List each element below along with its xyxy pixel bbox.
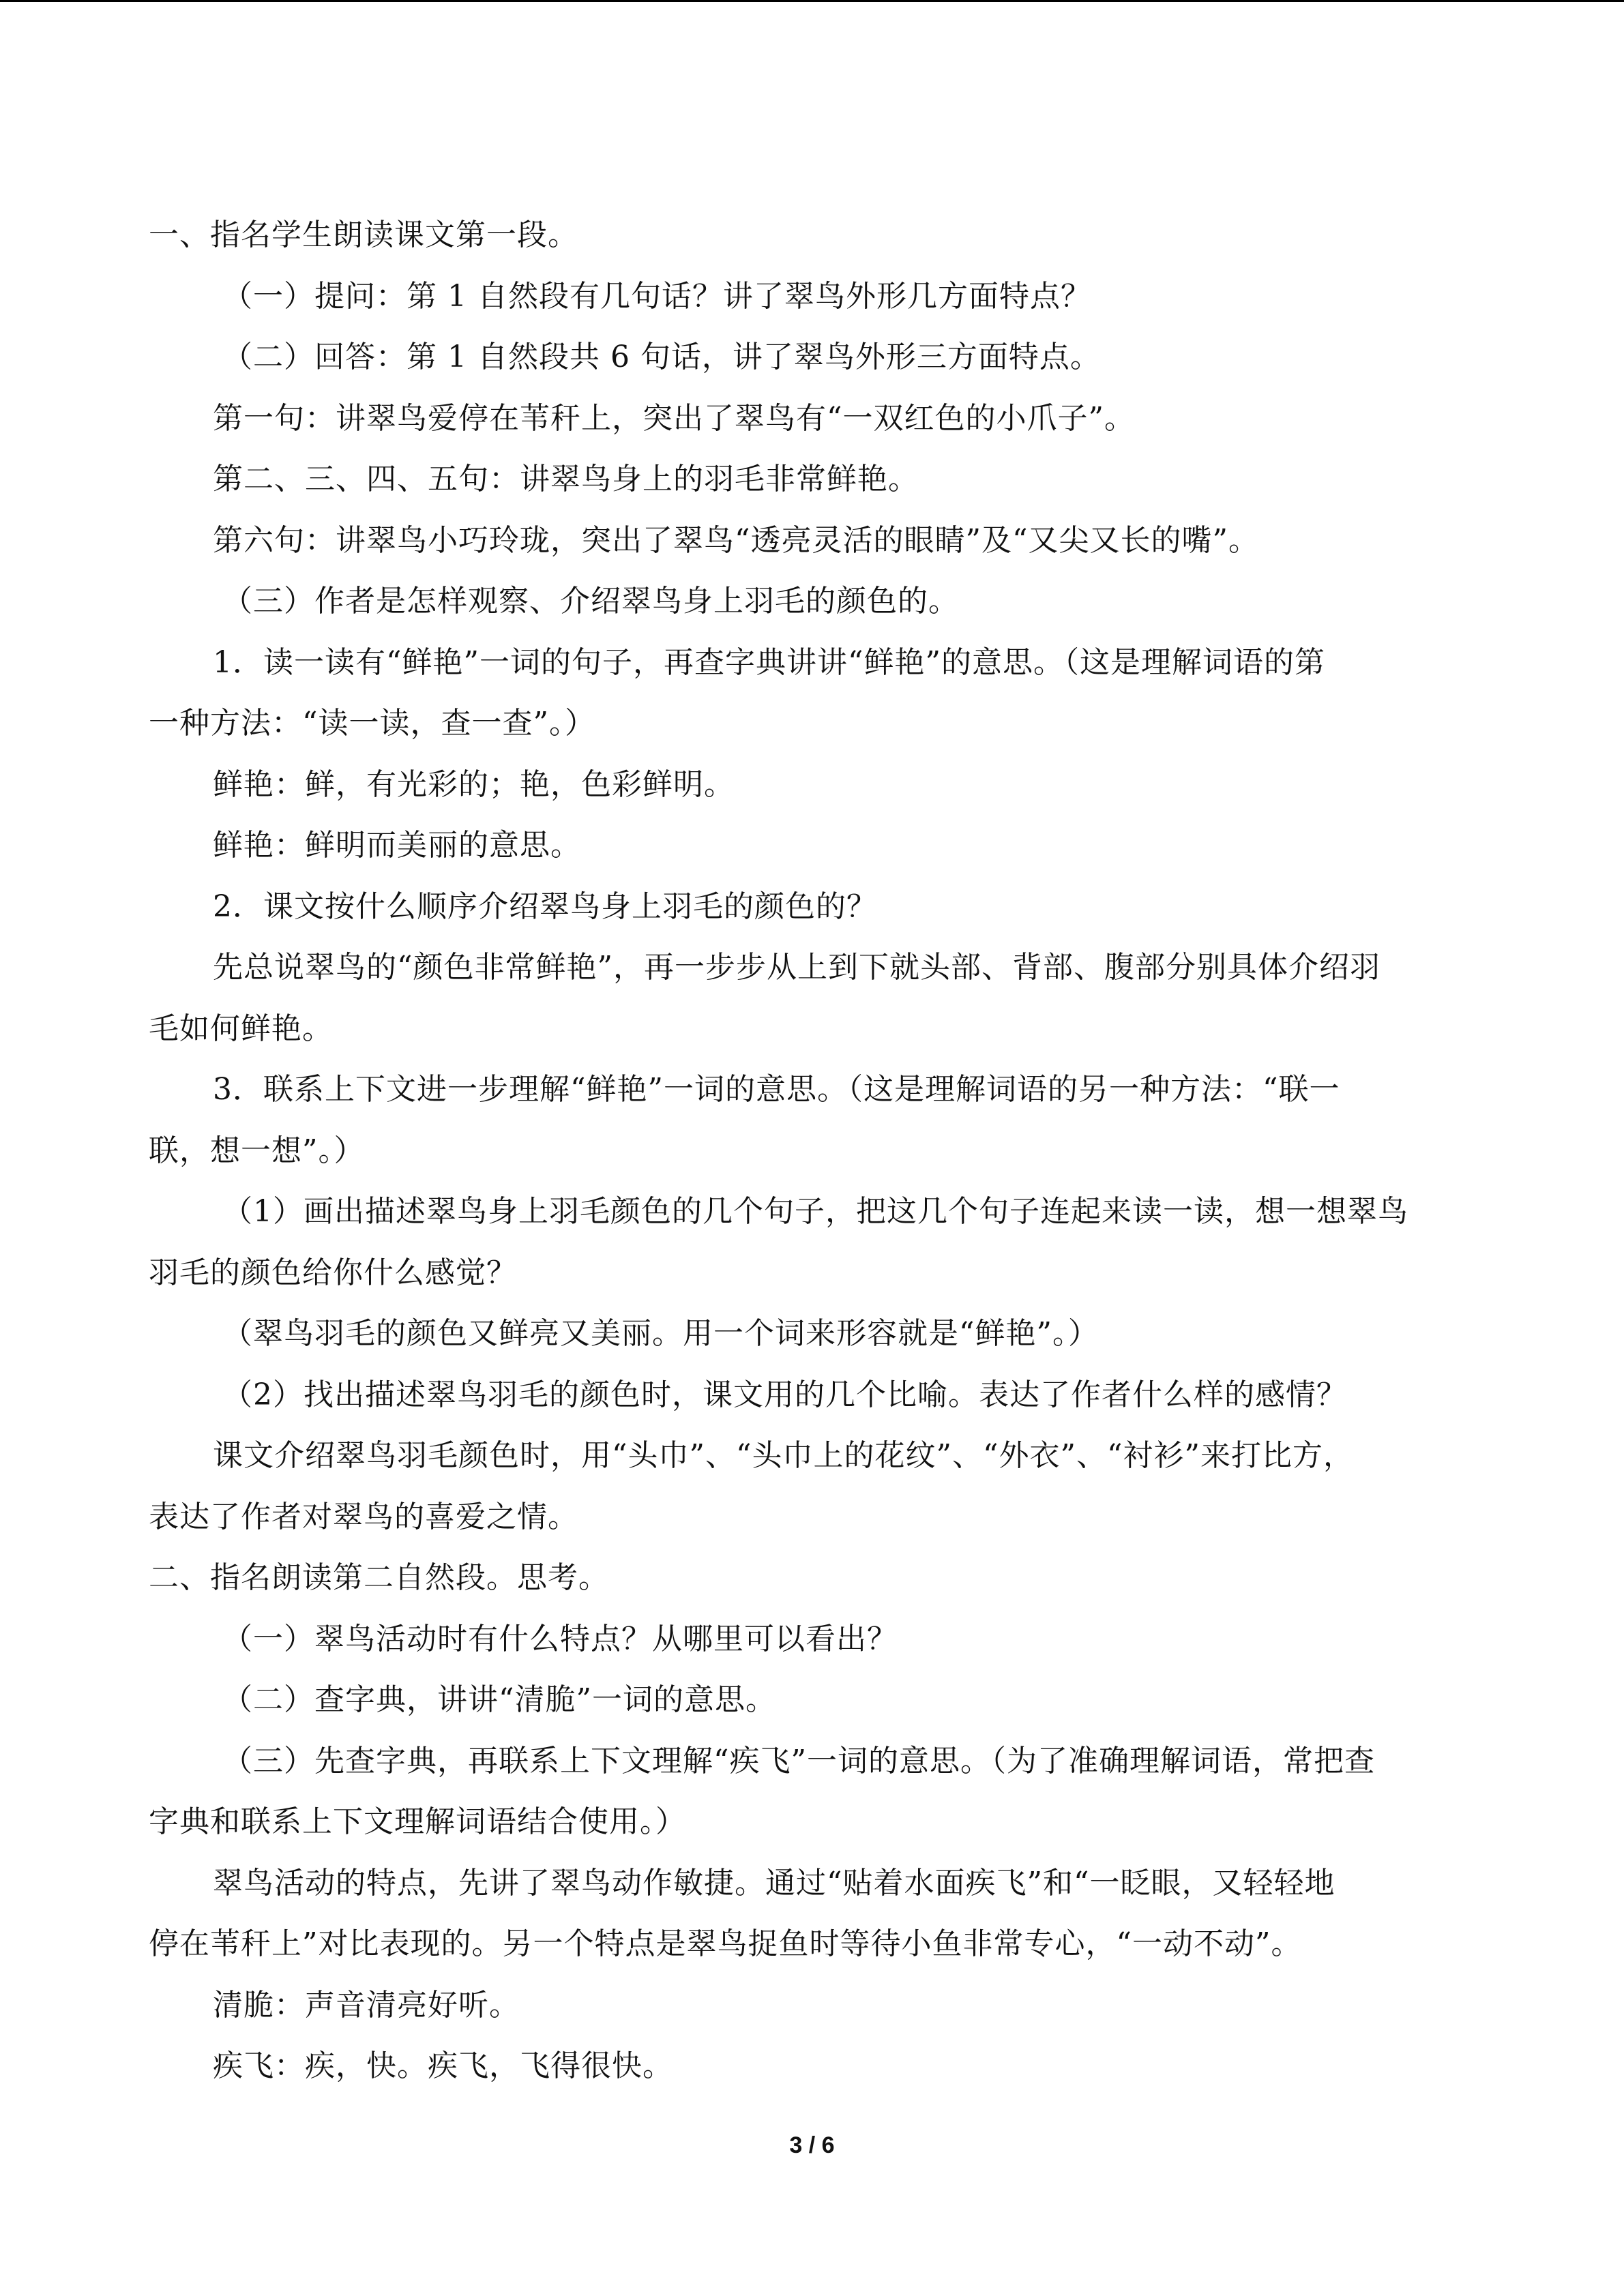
- text-line: 字典和联系上下文理解词语结合使用。）: [149, 1804, 686, 1839]
- text-line: （二）查字典，讲讲“清脆”一词的意思。: [222, 1682, 776, 1717]
- text-line: （一）提问：第 1 自然段有几句话？讲了翠鸟外形几方面特点？: [222, 278, 1091, 314]
- text-line: 毛如何鲜艳。: [149, 1011, 333, 1046]
- page-number: 3 / 6: [789, 2132, 835, 2158]
- text-line: （三）先查字典，再联系上下文理解“疾飞”一词的意思。（为了准确理解词语，常把查: [222, 1743, 1375, 1778]
- text-line: 鲜艳：鲜，有光彩的；艳，色彩鲜明。: [213, 766, 735, 802]
- text-line: （一）翠鸟活动时有什么特点？从哪里可以看出？: [222, 1621, 898, 1656]
- text-line: 先总说翠鸟的“颜色非常鲜艳”，再一步步从上到下就头部、背部、腹部分别具体介绍羽: [213, 950, 1381, 985]
- text-line: （二）回答：第 1 自然段共 6 句话，讲了翠鸟外形三方面特点。: [222, 340, 1101, 374]
- text-line: 翠鸟活动的特点，先讲了翠鸟动作敏捷。通过“贴着水面疾飞”和“一眨眼，又轻轻地: [213, 1865, 1335, 1900]
- text-line: 第一句：讲翠鸟爱停在苇秆上，突出了翠鸟有“一双红色的小爪子”。: [213, 400, 1135, 436]
- text-line: 3．联系上下文进一步理解“鲜艳”一词的意思。（这是理解词语的另一种方法：“联一: [213, 1072, 1340, 1107]
- text-line: （2）找出描述翠鸟羽毛的颜色时，课文用的几个比喻。表达了作者什么样的感情？: [222, 1377, 1347, 1412]
- text-line: 表达了作者对翠鸟的喜爱之情。: [149, 1499, 578, 1534]
- text-line: 课文介绍翠鸟羽毛颜色时，用“头巾”、“头巾上的花纹”、“外衣”、“衬衫”来打比方，: [213, 1438, 1354, 1473]
- text-line: 第二、三、四、五句：讲翠鸟身上的羽毛非常鲜艳。: [213, 462, 919, 496]
- text-line: （三）作者是怎样观察、介绍翠鸟身上羽毛的颜色的。: [222, 584, 959, 618]
- text-line: 一、指名学生朗读课文第一段。: [149, 218, 578, 252]
- text-line: （1）画出描述翠鸟身上羽毛颜色的几个句子，把这几个句子连起来读一读，想一想翠鸟: [222, 1194, 1408, 1229]
- text-line: 鲜艳：鲜明而美丽的意思。: [213, 828, 581, 863]
- text-line: 联，想一想”。）: [149, 1133, 365, 1168]
- text-line: 清脆：声音清亮好听。: [213, 1987, 520, 2023]
- text-line: 疾飞：疾，快。疾飞，飞得很快。: [213, 2048, 673, 2083]
- text-line: 停在苇秆上”对比表现的。另一个特点是翠鸟捉鱼时等待小鱼非常专心，“一动不动”。: [149, 1926, 1302, 1961]
- text-line: 第六句：讲翠鸟小巧玲珑，突出了翠鸟“透亮灵活的眼睛”及“又尖又长的嘴”。: [213, 522, 1259, 558]
- document-body: [149, 205, 1475, 2097]
- text-line: （翠鸟羽毛的颜色又鲜亮又美丽。用一个词来形容就是“鲜艳”。）: [222, 1316, 1099, 1351]
- text-line: 2．课文按什么顺序介绍翠鸟身上羽毛的颜色的？: [213, 889, 877, 924]
- text-line: 二、指名朗读第二自然段。思考。: [149, 1560, 609, 1595]
- top-border: [0, 0, 1624, 2]
- text-line: 羽毛的颜色给你什么感觉？: [149, 1255, 517, 1290]
- text-line: 一种方法：“读一读，查一查”。）: [149, 706, 595, 741]
- text-line: 1．读一读有“鲜艳”一词的句子，再查字典讲讲“鲜艳”的意思。（这是理解词语的第: [213, 644, 1325, 680]
